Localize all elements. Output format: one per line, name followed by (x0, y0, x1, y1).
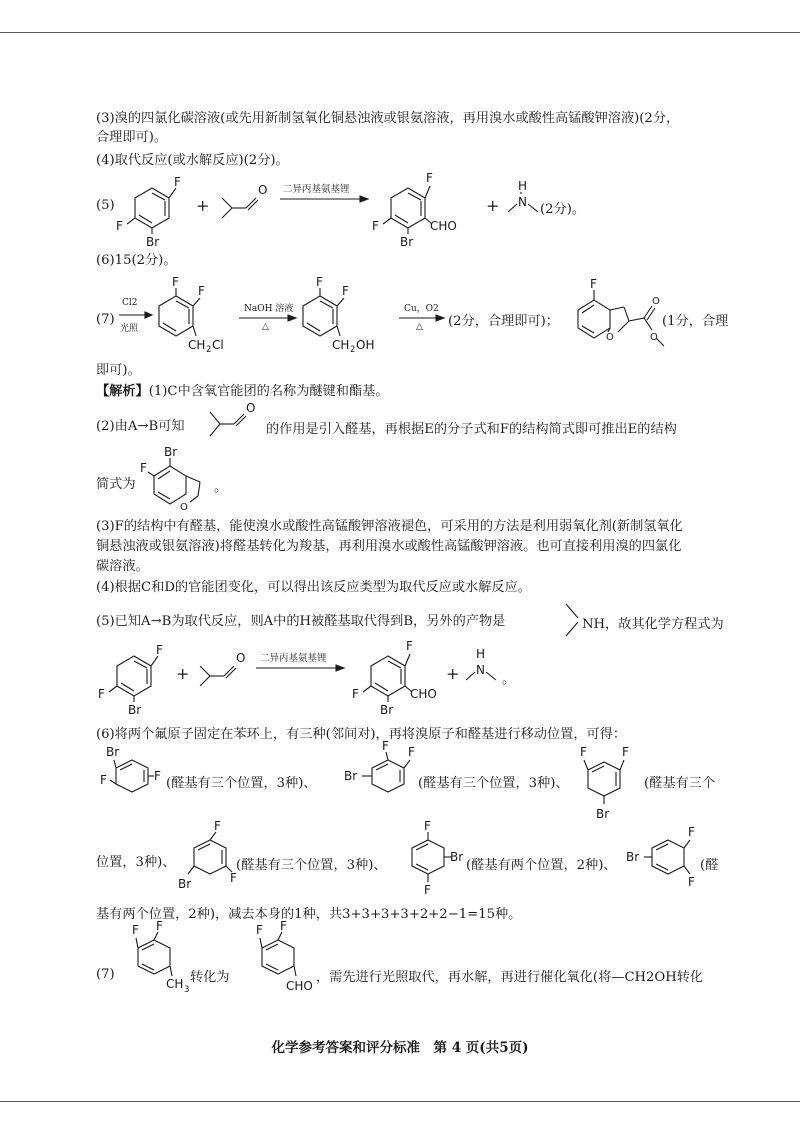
svg-text:Br: Br (626, 850, 640, 864)
svg-text:F: F (172, 275, 179, 289)
plus-sign: + (196, 196, 210, 215)
svg-text:H: H (476, 647, 486, 661)
svg-text:F: F (116, 219, 123, 233)
answer-4: (4)取代反应(或水解反应)(2分)。 (96, 153, 289, 168)
analysis-6-line2: 位置，3种)、 (96, 855, 176, 870)
svg-text:H: H (518, 179, 528, 193)
answer-7-line2: 即可)。 (96, 363, 141, 378)
svg-text:Br: Br (400, 235, 414, 249)
svg-text:2: 2 (350, 345, 356, 355)
svg-text:Br: Br (596, 807, 610, 821)
answer-6: (6)15(2分)。 (96, 253, 177, 268)
svg-text:F: F (352, 687, 359, 701)
svg-text:O: O (606, 332, 614, 343)
svg-text:O: O (236, 651, 246, 665)
svg-text:Br: Br (450, 850, 464, 864)
svg-text:N: N (476, 663, 485, 677)
plus-sign-2: + (486, 196, 500, 215)
analysis-5-end: 。 (502, 672, 516, 687)
svg-text:F: F (688, 825, 695, 839)
analysis-3-line1: (3)F的结构中有醛基，能使溴水或酸性高锰酸钾溶液褪色，可采用的方法是利用弱氧化剂(新制氢氧化 (96, 519, 683, 534)
svg-text:OH: OH (356, 338, 375, 352)
molecule-isomer-6 (622, 826, 702, 906)
molecule-2-bromo-1-3-difluorobenzene-analysis (98, 636, 164, 718)
reagent-naoh: NaOH 溶液 (244, 304, 294, 314)
svg-text:O: O (246, 401, 256, 415)
reagent-lda: 二异丙基氨基锂 (283, 184, 350, 195)
molecule-2-bromo-3-6-difluorobenzaldehyde (372, 168, 468, 250)
molecule-isomer-3 (574, 742, 644, 822)
molecule-dmf-analysis (204, 402, 260, 448)
plus-sign-analysis-2: + (446, 664, 460, 683)
isomer-note-5: (醛基有两个位置，2种)、 (466, 858, 617, 873)
reaction-arrow-2 (238, 314, 298, 322)
answer-3-line1: (3)溴的四氯化碳溶液(或先用新制氢氧化铜悬浊液或银氨溶液，再用溴水或酸性高锰酸钾溶液)(2分， (96, 111, 680, 126)
molecule-2-bromo-1-3-difluorobenzene (116, 168, 182, 250)
svg-text:Br: Br (164, 445, 178, 459)
svg-text:Cl: Cl (212, 338, 224, 352)
page-footer: 化学参考答案和评分标准 第 4 页(共5页) (271, 1040, 529, 1056)
analysis-5a: (5)已知A→B为取代反应，则A中的H被醛基取代得到B，另外的产物是 (96, 614, 506, 629)
analysis-1 (96, 383, 389, 401)
molecule-diisopropylamine-analysis (464, 648, 500, 690)
svg-text:O: O (650, 332, 658, 343)
analysis-2d: 。 (214, 480, 228, 495)
analysis-5b: NH，故其化学方程式为 (582, 617, 724, 632)
answer-7-label: (7) (96, 312, 115, 327)
molecule-isomer-1 (100, 746, 160, 802)
molecule-difluorobenzaldehyde (242, 919, 322, 1006)
molecule-benzofuran-ester (566, 277, 676, 356)
molecule-isomer-5 (398, 819, 468, 906)
svg-text:O: O (652, 296, 660, 307)
svg-text:3: 3 (184, 985, 190, 995)
analysis-p1: (1)C中含氧官能团的名称为醚键和酯基。 (148, 384, 389, 399)
answer-3-line2: 合理即可)。 (96, 130, 168, 145)
svg-text:F: F (198, 284, 205, 298)
isomer-note-1: (醛基有三个位置，3种)、 (166, 776, 317, 791)
svg-text:F: F (342, 284, 349, 298)
analysis-7a: (7) (96, 967, 115, 982)
svg-text:CH: CH (166, 977, 184, 991)
svg-text:Br: Br (128, 703, 142, 717)
answer-7-score1: (2分，合理即可)； (448, 314, 559, 329)
svg-text:F: F (622, 745, 629, 759)
svg-text:F: F (688, 875, 695, 889)
answer-5-label: (5) (96, 198, 115, 213)
isomer-note-2: (醛基有三个位置，3种)、 (418, 776, 569, 791)
svg-text:F: F (280, 919, 287, 933)
analysis-7b: 转化为 (190, 970, 230, 985)
svg-text:F: F (590, 277, 597, 291)
answer-5-score: (2分)。 (540, 202, 586, 217)
svg-text:F: F (426, 171, 433, 185)
svg-text:CHO: CHO (410, 687, 437, 701)
svg-text:O: O (180, 502, 188, 513)
analysis-2c: 简式为 (96, 477, 136, 492)
svg-text:F: F (230, 871, 237, 885)
reagent-lda-analysis: 二异丙基氨基锂 (260, 653, 327, 664)
reagent-cl2: Cl2 (122, 298, 138, 308)
molecule-product-aldehyde-analysis (352, 636, 448, 718)
svg-text:F: F (156, 643, 163, 657)
svg-text:CH: CH (332, 338, 350, 352)
molecule-isomer-4 (170, 819, 240, 906)
analysis-3-line2: 铜悬浊液或银氨溶液)将醛基转化为羧基，再利用溴水或酸性高锰酸钾溶液。也可直接利用溴的四氯化 (96, 539, 682, 554)
svg-text:F: F (156, 919, 163, 933)
svg-text:F: F (580, 745, 587, 759)
svg-text:F: F (174, 175, 181, 189)
analysis-3-line3: 碳溶液。 (96, 559, 149, 574)
svg-text:F: F (140, 461, 147, 475)
svg-text:2: 2 (206, 345, 212, 355)
svg-text:CH: CH (188, 338, 206, 352)
molecule-dmf (216, 176, 272, 222)
svg-text:F: F (256, 923, 263, 937)
svg-text:N: N (518, 195, 527, 209)
reaction-arrow-3 (398, 314, 446, 322)
bottom-rule (0, 1101, 800, 1102)
svg-text:CHO: CHO (286, 979, 313, 993)
molecule-difluorobenzyl-chloride (156, 276, 236, 356)
svg-text:F: F (424, 883, 431, 897)
molecule-diisopropylamine (506, 180, 542, 222)
molecule-difluorotoluene (118, 919, 190, 1006)
svg-text:CHO: CHO (430, 219, 457, 233)
svg-text:F: F (408, 745, 415, 759)
svg-text:Br: Br (106, 745, 120, 759)
plus-sign-analysis: + (176, 664, 190, 683)
reagent-cu-o2: Cu，O2 (404, 304, 439, 314)
molecule-isomer-2 (338, 739, 418, 802)
svg-text:Br: Br (344, 769, 358, 783)
condition-light: 光照 (120, 324, 139, 334)
svg-text:O: O (258, 183, 268, 197)
analysis-7c: ，需先进行光照取代，再水解，再进行催化氧化(将—CH2OH转化 (316, 970, 704, 985)
svg-text:F: F (424, 819, 431, 833)
analysis-2b: 的作用是引入醛基，再根据E的分子式和F的结构简式即可推出E的结构 (266, 422, 677, 437)
analysis-tag: 【解析】 (96, 384, 149, 399)
analysis-6-line3: 基有两个位置，2种)，减去本身的1种，共3+3+3+3+2+2−1=15种。 (96, 907, 522, 922)
reaction-arrow-1 (118, 311, 154, 319)
analysis-6-intro: (6)将两个氟原子固定在苯环上，有三种(邻间对)，再将溴原子和醛基进行移动位置，可得： (96, 727, 627, 742)
svg-text:Br: Br (146, 235, 160, 249)
molecule-bromo-fluoro-benzofuran (140, 446, 220, 514)
analysis-2a: (2)由A→B可知 (96, 419, 185, 434)
svg-text:F: F (132, 923, 139, 937)
svg-text:F: F (372, 219, 379, 233)
svg-text:F: F (98, 687, 105, 701)
molecule-difluorobenzyl-alcohol (300, 276, 390, 356)
svg-text:F: F (316, 275, 323, 289)
answer-7-score2: (1分，合理 (662, 314, 729, 329)
isomer-note-4: (醛基有三个位置，3种)、 (236, 858, 387, 873)
reaction-arrow (278, 194, 370, 204)
analysis-4: (4)根据C和D的官能团变化，可以得出该反应类型为取代反应或水解反应。 (96, 580, 531, 595)
reaction-arrow-analysis (254, 663, 346, 673)
isomer-note-6: (醛 (700, 858, 719, 873)
svg-text:F: F (382, 739, 389, 753)
svg-text:F: F (154, 769, 161, 783)
svg-text:Br: Br (178, 877, 192, 891)
isomer-note-3: (醛基有三个 (644, 776, 716, 791)
condition-heat: △ (262, 322, 269, 332)
svg-text:F: F (214, 819, 221, 833)
svg-text:F: F (406, 639, 413, 653)
condition-heat-2: △ (416, 322, 423, 332)
svg-text:F: F (100, 773, 107, 787)
top-rule (0, 32, 800, 33)
molecule-dmf-analysis-2 (194, 644, 250, 690)
svg-text:Br: Br (380, 703, 394, 717)
